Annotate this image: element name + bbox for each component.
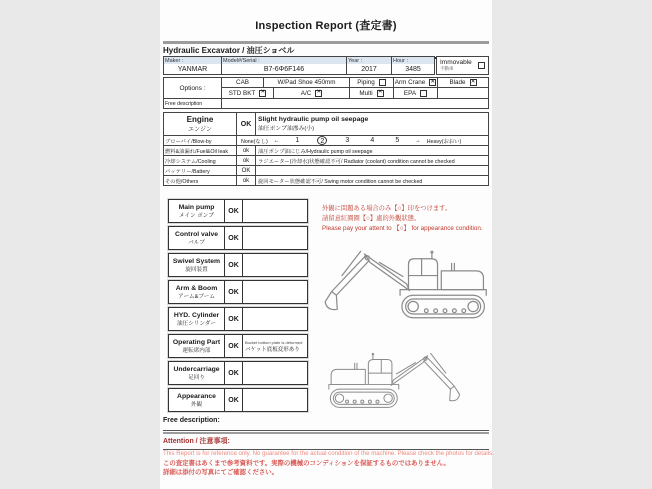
engine-note-en: Slight hydraulic pump oil seepage: [258, 116, 369, 123]
appearance-jp: 外観: [190, 401, 203, 408]
option-std-bkt-label: STD BKT: [228, 89, 256, 97]
component-undercarriage: [168, 361, 308, 385]
option-blade-label: Blade: [449, 79, 466, 86]
cooling-label: 冷却システム/Cooling: [163, 155, 237, 166]
appearance-en: Appearance: [177, 392, 216, 400]
blowby-value-4: 4: [370, 137, 375, 144]
option-std-bkt-checkbox[interactable]: ✕: [260, 89, 266, 96]
blowby-scale-none: None(なし): [241, 138, 268, 145]
option-blade-checkbox[interactable]: ✕: [470, 78, 476, 85]
section-header: Hydraulic Excavator / 油圧ショベル: [163, 45, 489, 59]
hyd-cylinder-label-cell: [169, 308, 225, 330]
appearance-notice: [322, 204, 490, 234]
immovable-label-jp: 不動車: [440, 66, 454, 71]
engine-row-others: [163, 175, 489, 186]
control-valve-status: OK: [225, 227, 243, 249]
year-cell: [346, 56, 392, 75]
inspection-report-document: [160, 0, 492, 489]
year-label: Year :: [347, 57, 391, 64]
options-table: [163, 77, 489, 99]
immovable-label-group: [440, 59, 472, 72]
arm-boom-status: OK: [225, 281, 243, 303]
year-value: 2017: [361, 65, 377, 73]
option-arm-crane-label: Arm Crane: [394, 79, 426, 86]
undercarriage-note: [243, 362, 307, 384]
free-description-footer-label: Free description:: [163, 417, 489, 431]
blowby-label: ブローバイ/Blow-by: [163, 135, 237, 146]
model-serial-label: Model#/Serial :: [222, 57, 346, 64]
options-free-description-row: [163, 98, 489, 109]
immovable-checkbox[interactable]: [478, 62, 485, 69]
swivel-system-status: OK: [225, 254, 243, 276]
undercarriage-en: Undercarriage: [173, 365, 220, 373]
disclaimer-line-jp1: この査定書はあくまで参考資料です。実際の機械のコンディションを保証するものではありません。: [163, 460, 450, 467]
undercarriage-jp: 足回り: [188, 374, 205, 381]
option-ac-label: A/C: [300, 89, 312, 97]
option-piping-checkbox[interactable]: [379, 79, 386, 86]
component-swivel-system: [168, 253, 308, 277]
cooling-status: ok: [236, 155, 256, 166]
arm-boom-label-cell: [169, 281, 225, 303]
operating-part-status: OK: [225, 335, 243, 357]
hyd-cylinder-note: [243, 308, 307, 330]
engine-label-cell: [163, 112, 237, 136]
main-pump-status: OK: [225, 200, 243, 222]
arm-boom-en: Arm & Boom: [175, 284, 218, 292]
hour-cell: [391, 56, 435, 75]
battery-status: OK: [236, 165, 256, 176]
swivel-system-en: Swivel System: [172, 257, 221, 265]
option-arm-crane-checkbox[interactable]: ✕: [430, 78, 436, 85]
engine-note-jp: 油圧ポンプ油滲み(小): [258, 126, 315, 132]
control-valve-note: [243, 227, 307, 249]
options-label: Options :: [163, 77, 222, 99]
option-multi-checkbox[interactable]: ✕: [377, 89, 383, 96]
component-appearance: [168, 388, 308, 412]
operating-part-note: [243, 335, 307, 357]
component-arm-boom: [168, 280, 308, 304]
excavator-drawing-facing-left: [312, 236, 490, 332]
appearance-note: [243, 389, 307, 411]
blowby-arrow-left-icon: ←: [273, 137, 280, 144]
arm-boom-jp: アーム&ブーム: [178, 293, 215, 300]
options-free-description-label: Free description: [163, 98, 222, 109]
hyd-cylinder-jp: 油圧シリンダー: [177, 320, 216, 327]
arm-boom-note: [243, 281, 307, 303]
option-epa-checkbox[interactable]: [420, 90, 427, 97]
swivel-system-jp: 旋回装置: [185, 266, 208, 273]
blowby-scale-heavy: Heavy(おおい): [426, 138, 462, 145]
component-control-valve: [168, 226, 308, 250]
options-free-description-value: [221, 98, 489, 109]
main-pump-en: Main pump: [178, 203, 215, 211]
operating-part-en: Operating Part: [172, 338, 221, 346]
blowby-value-2-selected: 2: [317, 136, 327, 145]
disclaimer-line-jp2: 詳細は添付の写真にてご確認ください。: [163, 469, 279, 476]
appearance-status: OK: [225, 389, 243, 411]
blowby-arrow-right-icon: →: [414, 137, 421, 144]
option-ac-checkbox[interactable]: ✕: [316, 89, 322, 96]
maker-label: Maker :: [164, 57, 221, 64]
engine-main-row: [163, 112, 489, 136]
attention-label: Attention / 注意事項:: [163, 436, 489, 450]
option-multi-label: Multi: [359, 89, 373, 97]
model-serial-cell: [221, 56, 347, 75]
others-status: ok: [236, 175, 256, 186]
blowby-value-3: 3: [345, 137, 350, 144]
notice-line-jp: 外観に問題ある場合のみ【○】印をつけます。: [322, 205, 452, 212]
engine-table: [163, 112, 489, 186]
engine-label-en: Engine: [186, 115, 214, 124]
operating-part-note-jp: バケット底板変形あり: [245, 346, 300, 353]
option-piping-label: Piping: [357, 79, 375, 86]
appearance-label-cell: [169, 389, 225, 411]
control-valve-jp: バルブ: [188, 239, 205, 246]
operating-part-note-en: Bucket bottom plate is deformed: [245, 339, 303, 345]
model-serial-value: B7-6Φ6F146: [263, 65, 305, 73]
engine-note-cell: [255, 112, 489, 136]
hour-label: Hour :: [392, 57, 434, 64]
option-shoe-label: W/Pad Shoe 450mm: [277, 79, 336, 86]
blowby-value-1: 1: [295, 137, 300, 144]
hyd-cylinder-status: OK: [225, 308, 243, 330]
immovable-cell: [436, 56, 489, 75]
footer-divider: [163, 432, 489, 434]
cooling-note: ラジエーター(冷却水)状態確認不可/ Radiator (coolant) condition cannot be checked: [255, 155, 489, 166]
options-grid: [222, 77, 489, 99]
operating-part-jp: 運転席内部: [182, 347, 211, 354]
engine-label-jp: エンジン: [188, 127, 212, 133]
top-divider: [163, 41, 489, 44]
battery-label: バッテリー/Battery: [163, 165, 237, 176]
fuel-oil-leak-note: 油圧ポンプ油にじみ/Hydraulic pump oil seepage: [255, 145, 489, 156]
undercarriage-label-cell: [169, 362, 225, 384]
immovable-label: Immovable: [440, 59, 472, 66]
engine-status: OK: [236, 112, 256, 136]
others-note: 旋回モーター状態確認不可/ Swing motor condition cannot be checked: [255, 175, 489, 186]
others-label: その他/Others: [163, 175, 237, 186]
swivel-system-label-cell: [169, 254, 225, 276]
undercarriage-status: OK: [225, 362, 243, 384]
hour-value: 3485: [405, 65, 421, 73]
page-title: Inspection Report (査定書): [255, 20, 397, 32]
notice-line-en: Please pay your attent to 【○】 for appearance condition.: [322, 225, 483, 232]
control-valve-label-cell: [169, 227, 225, 249]
disclaimer-line-en: This Report is for reference only. No guarantee for the actual condition of the machine. Please check the photos for details.: [163, 450, 494, 457]
swivel-system-note: [243, 254, 307, 276]
component-main-pump: [168, 199, 308, 223]
option-epa-label: EPA: [403, 89, 417, 97]
maker-cell: [163, 56, 222, 75]
fuel-oil-leak-label: 燃料&油漏れ/Fuel&Oil leak: [163, 145, 237, 156]
notice-line-cn: 請留意紅圈圈【○】處的外觀狀態。: [322, 215, 421, 222]
fuel-oil-leak-status: ok: [236, 145, 256, 156]
main-pump-jp: メイン ポンプ: [178, 212, 214, 219]
blowby-value-5: 5: [395, 137, 400, 144]
main-pump-note: [243, 200, 307, 222]
component-operating-part: [168, 334, 308, 358]
component-hyd-cylinder: [168, 307, 308, 331]
main-pump-label-cell: [169, 200, 225, 222]
machine-info-table: [163, 56, 489, 75]
operating-part-label-cell: [169, 335, 225, 357]
control-valve-en: Control valve: [174, 230, 219, 238]
maker-value: YANMAR: [177, 65, 208, 73]
option-cab-label: CAB: [236, 79, 249, 86]
hyd-cylinder-en: HYD. Cylinder: [173, 311, 220, 319]
excavator-drawing-facing-right: [308, 342, 488, 418]
